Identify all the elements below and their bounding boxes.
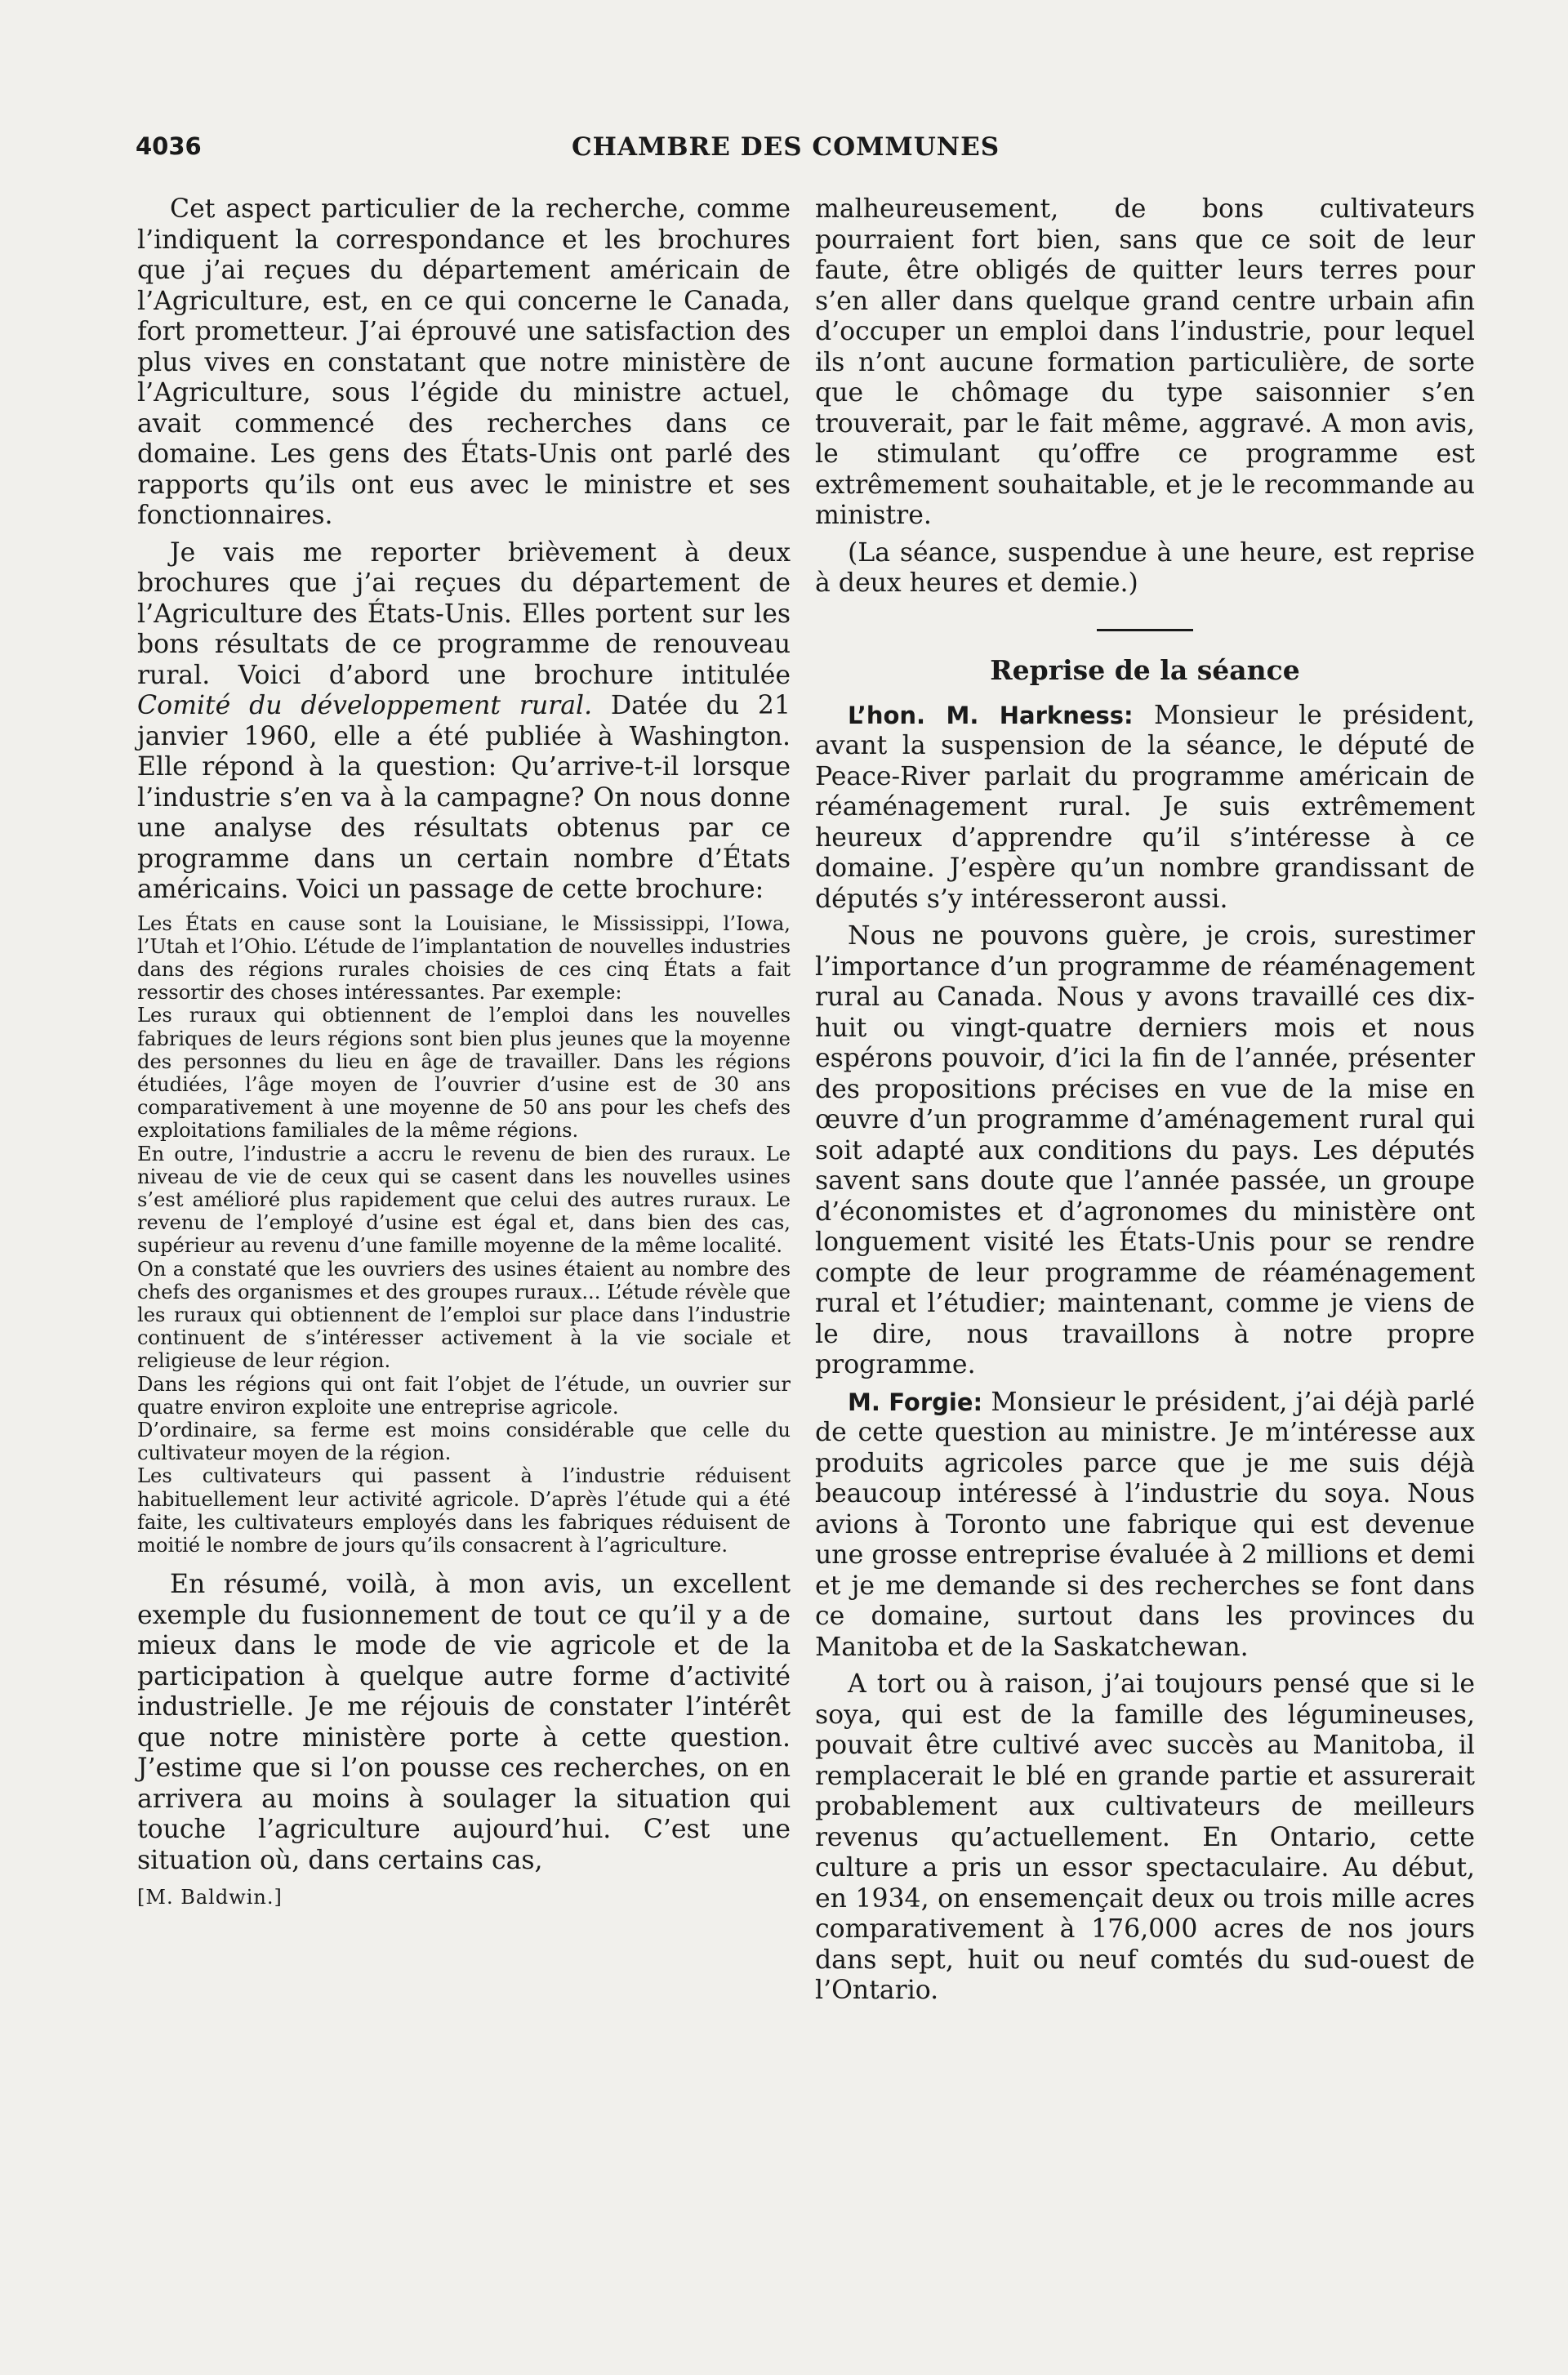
left-column <box>137 194 791 1909</box>
brochure-title: Comité du développement rural. <box>137 691 593 720</box>
page-number: 4036 <box>136 132 202 160</box>
paragraph: A tort ou à raison, j’ai toujours pensé que si le soya, qui est de la famille des légumineuses, pouvait être cultivé avec succès au Manitoba, il remplacerait le blé en grande partie et assurerait probablement aux cultivateurs de meilleurs revenus qu’actuellement. En Ontario, cette culture a pris un essor spectaculaire. Au début, en 1934, on ensemençait deux ou trois mille acres comparativement à 176,000 acres de nos jours dans sept, huit ou neuf comtés du sud-ouest de l’Ontario. <box>815 1669 1475 2005</box>
paragraph: (La séance, suspendue à une heure, est reprise à deux heures et demie.) <box>815 537 1475 598</box>
speaker-name: L’hon. M. Harkness: <box>848 701 1134 729</box>
paragraph-text: Monsieur le président, avant la suspension de la séance, le député de Peace-River parlait du programme américain de réaménagement rural. Je suis extrêmement heureux d’apprendre qu’il s’intéresse à ce domaine. J’espère qu’un nombre grandissant de députés s’y intéresseront aussi. <box>815 700 1475 914</box>
quote-paragraph: On a constaté que les ouvriers des usines étaient au nombre des chefs des organismes et des groupes ruraux... L’étude révèle que les ruraux qui obtiennent de l’emploi sur place dans l’industrie continuent de s’intéresser activement à la vie sociale et religieuse de leur région. <box>137 1257 791 1373</box>
section-heading: Reprise de la séance <box>990 653 1300 686</box>
paragraph: Cet aspect particulier de la recherche, comme l’indiquent la correspondance et les brochures que j’ai reçues du département américain de l’Agriculture, est, en ce qui concerne le Canada, fort prometteur. J’ai éprouvé une satisfaction des plus vives en constatant que notre ministère de l’Agriculture, sous l’égide du ministre actuel, avait commencé des recherches dans ce domaine. Les gens des États-Unis ont parlé des rapports qu’ils ont eus avec le ministre et ses fonctionnaires. <box>137 194 791 530</box>
paragraph: En résumé, voilà, à mon avis, un excellent exemple du fusionnement de tout ce qu’il y a de mieux dans le mode de vie agricole et de la participation à quelque autre forme d’activité industrielle. Je me réjouis de constater l’intérêt que notre ministère porte à cette question. J’estime que si l’on pousse ces recherches, on en arrivera au moins à soulager la situation qui touche l’agriculture aujourd’hui. C’est une situation où, dans certains cas, <box>137 1570 791 1875</box>
paragraph: Nous ne pouvons guère, je crois, surestimer l’importance d’un programme de réaménagement rural au Canada. Nous y avons travaillé ces dix-huit ou vingt-quatre derniers mois et nous espérons pouvoir, d’ici la fin de l’année, présenter des propositions précises en vue de la mise en œuvre d’un programme d’aménagement rural qui soit adapté aux conditions du pays. Les députés savent sans doute que l’année passée, un groupe d’économistes et d’agronomes du ministère ont longuement visité les États-Unis pour se rendre compte de leur programme de réaménagement rural et l’étudier; maintenant, comme je viens de le dire, nous travaillons à notre propre programme. <box>815 921 1475 1379</box>
paragraph-text: Datée du 21 janvier 1960, elle a été publiée à Washington. Elle répond à la question: Qu’arrive-t-il lorsque l’industrie s’en va à la campagne? On nous donne une analyse des résultats obtenus par ce programme dans un certain nombre d’États américains. Voici un passage de cette brochure: <box>137 691 791 904</box>
quote-paragraph: Les ruraux qui obtiennent de l’emploi dans les nouvelles fabriques de leurs régions sont bien plus jeunes que la moyenne des personnes du lieu en âge de travailler. Dans les régions étudiées, l’âge moyen de l’ouvrier d’usine est de 30 ans comparativement à une moyenne de 50 ans pour les chefs des exploitations familiales de la même régions. <box>137 1004 791 1143</box>
paragraph <box>815 701 1475 916</box>
quote-paragraph: En outre, l’industrie a accru le revenu de bien des ruraux. Le niveau de vie de ceux qui se casent dans les nouvelles usines s’est amélioré plus rapidement que celui des autres ruraux. Le revenu de l’employé d’usine est égal et, dans bien des cas, supérieur au revenu d’une famille moyenne de la même localité. <box>137 1142 791 1258</box>
block-quote <box>137 912 791 1557</box>
quote-paragraph: Les cultivateurs qui passent à l’industrie réduisent habituellement leur activité agricole. D’après l’étude qui a été faite, les cultivateurs employés dans les fabriques réduisent de moitié le nombre de jours qu’ils consacrent à l’agriculture. <box>137 1464 791 1557</box>
quote-paragraph: Dans les régions qui ont fait l’objet de l’étude, un ouvrier sur quatre environ exploite une entreprise agricole. <box>137 1372 791 1419</box>
paragraph-text: Monsieur le président, j’ai déjà parlé de cette question au ministre. Je m’intéresse aux produits agricoles parce que je me suis déjà beaucoup intéressé à l’industrie du soya. Nous avions à Toronto une fabrique qui est devenue une grosse entreprise évaluée à 2 millions et demi et je me demande si des recherches se font dans ce domaine, surtout dans les provinces du Manitoba et de la Saskatchewan. <box>815 1387 1476 1662</box>
paragraph-text: Je vais me reporter brièvement à deux brochures que j’ai reçues du département de l’Agriculture des États-Unis. Elles portent sur les bons résultats de ce programme de renouveau rural. Voici d’abord une brochure intitulée <box>137 537 791 690</box>
speaker-name: M. Forgie: <box>848 1388 983 1416</box>
right-column <box>815 194 1475 2013</box>
paragraph <box>815 1388 1475 1664</box>
quote-paragraph: Les États en cause sont la Louisiane, le Mississippi, l’Iowa, l’Utah et l’Ohio. L’étude de l’implantation de nouvelles industries dans des régions rurales choisies de ces cinq États a fait ressortir des choses intéressantes. Par exemple: <box>137 911 791 1005</box>
paragraph <box>137 538 791 906</box>
section-divider <box>1097 629 1193 631</box>
quote-paragraph: D’ordinaire, sa ferme est moins considérable que celle du cultivateur moyen de la région. <box>137 1418 791 1465</box>
speaker-footer: [M. Baldwin.] <box>137 1886 283 1909</box>
running-head: CHAMBRE DES COMMUNES <box>572 132 1000 162</box>
paragraph: malheureusement, de bons cultivateurs pourraient fort bien, sans que ce soit de leur faute, être obligés de quitter leurs terres pour s’en aller dans quelque grand centre urbain afin d’occuper un emploi dans l’industrie, pour lequel ils n’ont aucune formation particulière, de sorte que le chômage du type saisonnier s’en trouverait, par le fait même, aggravé. A mon avis, le stimulant qu’offre ce programme est extrêmement souhaitable, et je le recommande au ministre. <box>815 194 1475 530</box>
